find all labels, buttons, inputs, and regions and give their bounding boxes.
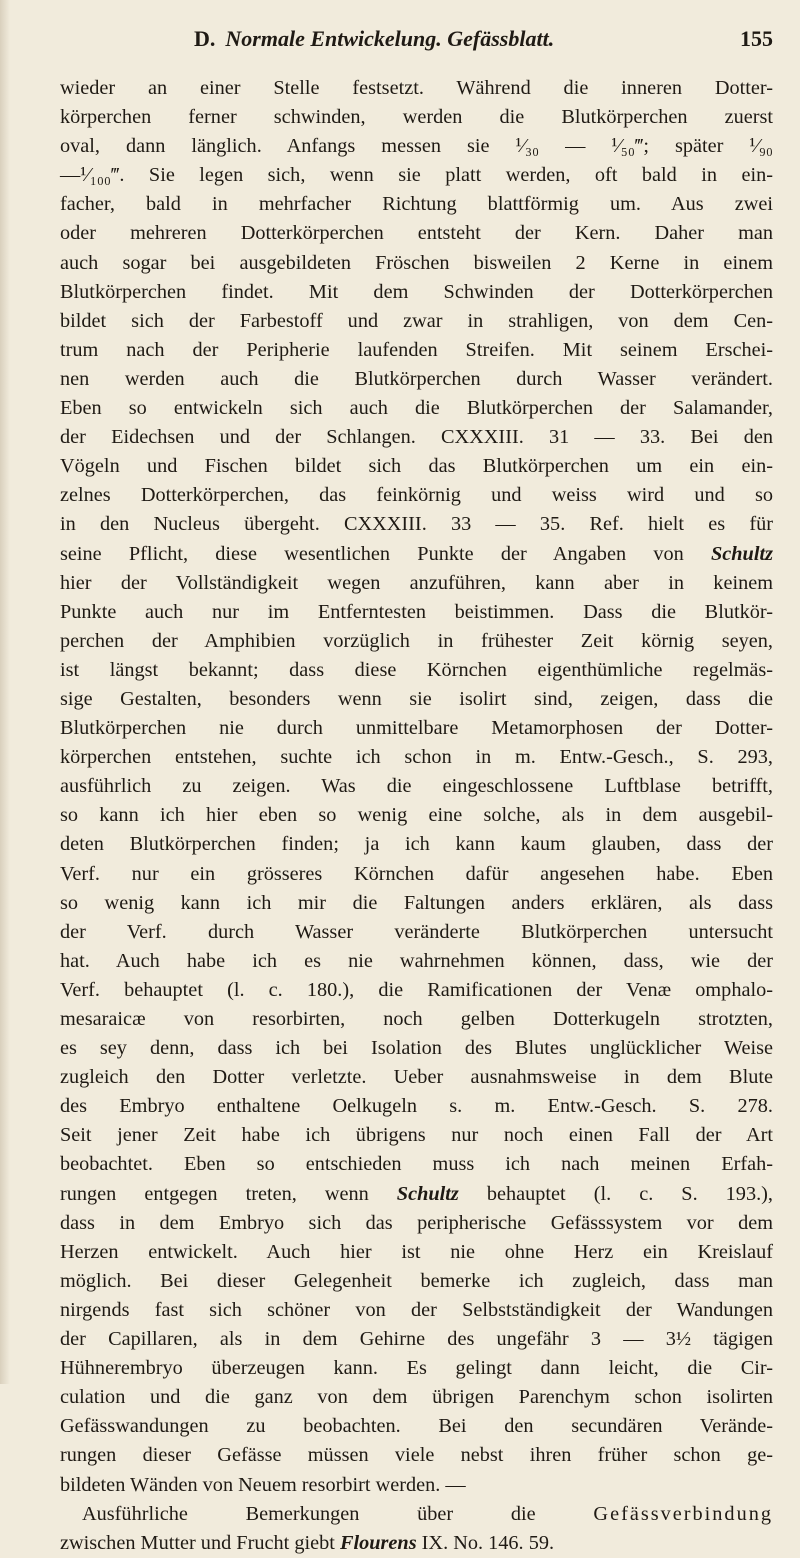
text-line	[60, 74, 773, 103]
text-segment: mesaraicæ von resorbirten, noch gelben Dotterkugeln strotzten,	[60, 1008, 773, 1030]
text-segment: trum nach der Peripherie laufenden Streifen. Mit seinem Erschei-	[60, 338, 773, 361]
text-line	[60, 627, 773, 656]
text-segment: körperchen ferner schwinden, werden die Blutkörperchen zuerst	[60, 106, 773, 129]
text-line	[60, 1209, 773, 1238]
text-segment: Verf. nur ein grösseres Körnchen dafür angesehen habe. Eben	[60, 862, 773, 885]
text-segment: so kann ich hier eben so wenig eine solche, als in dem ausgebil-	[60, 804, 773, 827]
text-line	[60, 714, 773, 743]
text-line	[60, 1325, 773, 1354]
text-segment: so wenig kann ich mir die Faltungen anders erklären, als dass	[60, 891, 773, 914]
text-segment: es sey denn, dass ich bei Isolation des Blutes unglücklicher Weise	[60, 1037, 773, 1060]
text-line	[60, 1441, 773, 1470]
text-segment: deten Blutkörperchen finden; ja ich kann kaum glauben, dass der	[60, 833, 773, 856]
text-line	[60, 394, 773, 423]
page-number: 155	[740, 26, 773, 51]
text-line	[60, 976, 773, 1005]
text-line	[60, 685, 773, 714]
text-segment: hier der Vollständigkeit wegen anzuführen, kann aber in keinem	[60, 571, 773, 594]
text-line	[60, 1412, 773, 1441]
text-segment: Eben so entwickeln sich auch die Blutkörperchen der Salamander,	[60, 397, 773, 420]
text-segment: culation und die ganz von dem übrigen Parenchym schon isolirten	[60, 1386, 773, 1409]
text-segment: Blutkörperchen findet. Mit dem Schwinden der Dotterkörperchen	[60, 280, 773, 303]
text-segment: möglich. Bei dieser Gelegenheit bemerke ich zugleich, dass man	[60, 1269, 773, 1292]
text-segment: dass in dem Embryo sich das peripherische Gefässsystem vor dem	[60, 1211, 773, 1234]
text-segment: Punkte auch nur im Entferntesten beistimmen. Dass die Blutkör-	[60, 600, 773, 623]
text-segment: Hühnerembryo überzeugen kann. Es gelingt dann leicht, die Cir-	[60, 1357, 773, 1380]
text-line	[60, 801, 773, 830]
text-segment: zwischen Mutter und Frucht giebt	[60, 1531, 340, 1554]
text-line	[60, 1383, 773, 1412]
text-segment: facher, bald in mehrfacher Richtung blattförmig um. Aus zwei	[60, 193, 773, 216]
text-segment: bildeten Wänden von Neuem resorbirt werden. —	[60, 1473, 466, 1496]
text-segment: Ausführliche Bemerkungen über die	[82, 1502, 594, 1525]
section-label: D.	[194, 26, 216, 51]
text-line	[60, 1529, 773, 1558]
book-page	[60, 26, 773, 1558]
text-segment: perchen der Amphibien vorzüglich in frühester Zeit körnig seyen,	[60, 629, 773, 652]
text-segment: bildet sich der Farbestoff und zwar in strahligen, von dem Cen-	[60, 309, 773, 332]
text-line	[60, 569, 773, 598]
text-segment: —¹⁄₁₀₀‴. Sie legen sich, wenn sie platt werden, oft bald in ein-	[60, 164, 773, 187]
text-segment: ist längst bekannt; dass diese Körnchen eigenthümliche regelmäs-	[60, 658, 773, 681]
text-segment: oval, dann länglich. Anfangs messen sie ¹⁄₃₀ — ¹⁄₅₀‴; später ¹⁄₉₀	[60, 135, 773, 158]
text-line	[60, 889, 773, 918]
text-line	[60, 190, 773, 219]
text-segment: Verf. behauptet (l. c. 180.), die Ramificationen der Venæ omphalo-	[60, 978, 773, 1001]
text-segment: seine Pflicht, diese wesentlichen Punkte der Angaben von	[60, 542, 711, 565]
text-segment: rungen dieser Gefässe müssen viele nebst ihren früher schon ge-	[60, 1444, 773, 1467]
text-line	[60, 540, 773, 569]
text-line	[60, 1238, 773, 1267]
text-segment: wieder an einer Stelle festsetzt. Während die inneren Dotter-	[60, 77, 773, 99]
text-segment: Herzen entwickelt. Auch hier ist nie ohne Herz ein Kreislauf	[60, 1240, 773, 1263]
text-segment: Blutkörperchen nie durch unmittelbare Metamorphosen der Dotter-	[60, 717, 773, 740]
text-line	[60, 307, 773, 336]
text-line	[60, 947, 773, 976]
text-line	[60, 103, 773, 132]
text-line	[60, 918, 773, 947]
author-name: Schultz	[710, 542, 773, 565]
text-line	[60, 1150, 773, 1179]
text-segment: oder mehreren Dotterkörperchen entsteht der Kern. Daher man	[60, 222, 773, 245]
text-segment: ausführlich zu zeigen. Was die eingeschlossene Luftblase betrifft,	[60, 775, 773, 798]
body-text	[60, 74, 773, 1558]
text-segment: nen werden auch die Blutkörperchen durch Wasser verändert.	[60, 367, 773, 390]
text-segment: rungen entgegen treten, wenn	[60, 1182, 397, 1205]
running-head	[60, 26, 773, 60]
text-line	[60, 336, 773, 365]
author-name: Flourens	[339, 1531, 417, 1554]
text-line	[60, 365, 773, 394]
text-segment: behauptet (l. c. S. 193.),	[458, 1182, 773, 1205]
text-segment: in den Nucleus übergeht. CXXXIII. 33 — 35. Ref. hielt es für	[60, 513, 773, 536]
text-segment: Seit jener Zeit habe ich übrigens nur noch einen Fall der Art	[60, 1124, 773, 1147]
text-segment: der Eidechsen und der Schlangen. CXXXIII. 31 — 33. Bei den	[60, 426, 773, 449]
text-line	[60, 1296, 773, 1325]
spaced-term: Gefässverbindung	[593, 1502, 773, 1525]
text-segment: auch sogar bei ausgebildeten Fröschen bisweilen 2 Kerne in einem	[60, 251, 773, 274]
text-line	[60, 1034, 773, 1063]
text-segment: der Capillaren, als in dem Gehirne des ungefähr 3 — 3½ tägigen	[60, 1328, 773, 1351]
text-line	[60, 1092, 773, 1121]
text-line	[60, 481, 773, 510]
running-head-title	[194, 26, 554, 52]
text-segment: zelnes Dotterkörperchen, das feinkörnig und weiss wird und so	[60, 484, 773, 507]
text-line	[60, 1471, 773, 1500]
page-edge-shadow	[0, 0, 10, 1384]
text-line	[60, 1005, 773, 1034]
text-line	[60, 510, 773, 539]
text-line	[60, 656, 773, 685]
text-line	[60, 161, 773, 190]
text-line	[60, 452, 773, 481]
text-segment: des Embryo enthaltene Oelkugeln s. m. Entw.-Gesch. S. 278.	[60, 1095, 773, 1118]
text-line	[60, 772, 773, 801]
text-segment: sige Gestalten, besonders wenn sie isolirt sind, zeigen, dass die	[60, 687, 773, 710]
text-line	[60, 249, 773, 278]
text-segment: Vögeln und Fischen bildet sich das Blutkörperchen um ein ein-	[60, 455, 773, 478]
text-segment: nirgends fast sich schöner von der Selbstständigkeit der Wandungen	[60, 1298, 773, 1321]
text-line	[60, 1180, 773, 1209]
text-line	[60, 1354, 773, 1383]
text-segment: Gefässwandungen zu beobachten. Bei den secundären Verände-	[60, 1415, 773, 1438]
text-line	[60, 598, 773, 627]
text-line	[60, 1267, 773, 1296]
chapter-title: Normale Entwickelung. Gefässblatt.	[225, 26, 555, 51]
text-segment: IX. No. 146. 59.	[416, 1531, 555, 1554]
text-line	[60, 1063, 773, 1092]
text-segment: zugleich den Dotter verletzte. Ueber ausnahmsweise in dem Blute	[60, 1066, 773, 1089]
text-line	[60, 423, 773, 452]
author-name: Schultz	[396, 1182, 459, 1205]
text-segment: körperchen entstehen, suchte ich schon in m. Entw.-Gesch., S. 293,	[60, 746, 773, 769]
text-line	[60, 743, 773, 772]
text-segment: beobachtet. Eben so entschieden muss ich nach meinen Erfah-	[60, 1153, 773, 1176]
text-line	[60, 278, 773, 307]
text-line	[60, 860, 773, 889]
text-segment: der Verf. durch Wasser veränderte Blutkörperchen untersucht	[60, 920, 773, 943]
text-line	[60, 219, 773, 248]
text-line	[60, 1500, 773, 1529]
text-line	[60, 132, 773, 161]
text-line	[60, 1121, 773, 1150]
text-line	[60, 830, 773, 859]
text-segment: hat. Auch habe ich es nie wahrnehmen können, dass, wie der	[60, 949, 773, 972]
